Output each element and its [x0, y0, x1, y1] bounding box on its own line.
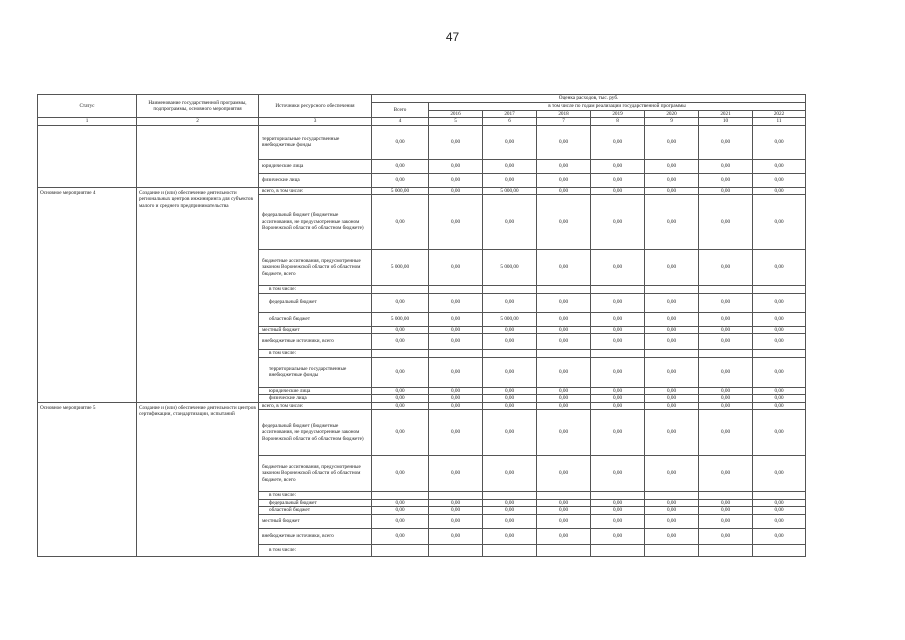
year-value: 0,00 — [483, 402, 537, 410]
total-value: 0,00 — [372, 499, 429, 507]
year-value: 0,00 — [699, 410, 753, 456]
year-value: 0,00 — [645, 528, 699, 544]
budget-table — [37, 94, 806, 557]
year-value: 0,00 — [645, 395, 699, 403]
funding-source: бюджетные ассигнования, предусмотренные законом Воронежской области об областном бюджете, всего — [259, 250, 372, 286]
status-cell — [38, 125, 137, 187]
year-value: 0,00 — [483, 125, 537, 159]
year-value: 0,00 — [429, 357, 483, 387]
year-value: 0,00 — [753, 195, 806, 250]
header-year: 2020 — [645, 110, 699, 118]
funding-source: внебюджетные источники, всего — [259, 528, 372, 544]
year-value: 0,00 — [591, 528, 645, 544]
total-value: 0,00 — [372, 528, 429, 544]
year-value: 0,00 — [591, 395, 645, 403]
column-numbers-row — [38, 118, 806, 126]
year-value: 0,00 — [699, 507, 753, 515]
year-value: 0,00 — [429, 125, 483, 159]
year-value: 0,00 — [429, 410, 483, 456]
year-value: 0,00 — [699, 159, 753, 173]
year-value: 0,00 — [483, 195, 537, 250]
header-row — [38, 95, 806, 103]
year-value: 0,00 — [429, 528, 483, 544]
total-value: 0,00 — [372, 173, 429, 187]
year-value: 0,00 — [753, 387, 806, 395]
year-value: 0,00 — [537, 195, 591, 250]
year-value: 0,00 — [537, 250, 591, 286]
year-value: 0,00 — [591, 125, 645, 159]
funding-source: физические лица — [259, 395, 372, 403]
year-value — [483, 492, 537, 500]
year-value: 0,00 — [483, 293, 537, 312]
year-value: 0,00 — [753, 187, 806, 195]
year-value: 0,00 — [483, 387, 537, 395]
year-value: 0,00 — [645, 293, 699, 312]
funding-source: территориальные государственные внебюджетные фонды — [259, 125, 372, 159]
year-value: 0,00 — [753, 528, 806, 544]
year-value: 0,00 — [699, 173, 753, 187]
year-value: 0,00 — [753, 395, 806, 403]
year-value: 0,00 — [537, 173, 591, 187]
funding-source: местный бюджет — [259, 514, 372, 528]
year-value: 0,00 — [429, 499, 483, 507]
funding-source: в том числе: — [259, 544, 372, 556]
year-value — [429, 350, 483, 358]
year-value — [753, 544, 806, 556]
col-number: 8 — [591, 118, 645, 126]
year-value: 0,00 — [591, 195, 645, 250]
year-value: 0,00 — [645, 159, 699, 173]
funding-source: всего, в том числе: — [259, 402, 372, 410]
year-value: 0,00 — [591, 334, 645, 350]
year-value — [645, 350, 699, 358]
total-value: 5 000,00 — [372, 187, 429, 195]
col-number: 6 — [483, 118, 537, 126]
year-value: 0,00 — [591, 514, 645, 528]
year-value — [753, 492, 806, 500]
funding-source: в том числе: — [259, 350, 372, 358]
year-value: 0,00 — [699, 334, 753, 350]
year-value: 0,00 — [429, 312, 483, 326]
funding-source: внебюджетные источники, всего — [259, 334, 372, 350]
total-value: 0,00 — [372, 387, 429, 395]
funding-source: федеральный бюджет (бюджетные ассигнования, не предусмотренные законом Воронежской области об областном бюджете) — [259, 195, 372, 250]
year-value: 0,00 — [699, 125, 753, 159]
header-year: 2022 — [753, 110, 806, 118]
year-value: 0,00 — [699, 528, 753, 544]
table-row — [38, 125, 806, 159]
year-value: 0,00 — [591, 173, 645, 187]
year-value: 0,00 — [753, 402, 806, 410]
year-value: 0,00 — [537, 125, 591, 159]
year-value: 0,00 — [645, 357, 699, 387]
year-value: 0,00 — [753, 456, 806, 492]
year-value: 0,00 — [537, 456, 591, 492]
year-value: 0,00 — [429, 456, 483, 492]
header-name: Наименование государственной программы, подпрограммы, основного мероприятия — [137, 95, 259, 118]
year-value: 0,00 — [645, 507, 699, 515]
col-number: 11 — [753, 118, 806, 126]
year-value: 0,00 — [645, 410, 699, 456]
total-value: 0,00 — [372, 125, 429, 159]
year-value: 0,00 — [753, 173, 806, 187]
year-value: 0,00 — [699, 187, 753, 195]
year-value: 0,00 — [537, 312, 591, 326]
year-value: 0,00 — [537, 293, 591, 312]
year-value: 0,00 — [753, 357, 806, 387]
total-value: 0,00 — [372, 334, 429, 350]
year-value: 0,00 — [429, 395, 483, 403]
year-value: 0,00 — [591, 293, 645, 312]
event-name: Создание и (или) обеспечение деятельности центров сертификации, стандартизации, испытаний — [137, 402, 259, 556]
funding-source: юридические лица — [259, 387, 372, 395]
year-value: 0,00 — [699, 395, 753, 403]
header-year: 2017 — [483, 110, 537, 118]
year-value — [429, 544, 483, 556]
year-value: 0,00 — [591, 402, 645, 410]
funding-source: бюджетные ассигнования, предусмотренные законом Воронежской области об областном бюджете, всего — [259, 456, 372, 492]
year-value: 0,00 — [483, 456, 537, 492]
year-value — [483, 350, 537, 358]
year-value — [537, 286, 591, 294]
year-value — [591, 492, 645, 500]
year-value: 0,00 — [753, 334, 806, 350]
year-value — [699, 492, 753, 500]
year-value: 0,00 — [537, 410, 591, 456]
year-value: 0,00 — [645, 125, 699, 159]
total-value — [372, 544, 429, 556]
year-value: 5 000,00 — [483, 187, 537, 195]
year-value — [699, 350, 753, 358]
year-value: 0,00 — [429, 187, 483, 195]
year-value: 0,00 — [483, 528, 537, 544]
year-value: 0,00 — [753, 293, 806, 312]
funding-source: юридические лица — [259, 159, 372, 173]
funding-source: всего, в том числе: — [259, 187, 372, 195]
year-value: 0,00 — [699, 195, 753, 250]
year-value: 0,00 — [699, 387, 753, 395]
year-value: 0,00 — [483, 514, 537, 528]
year-value: 0,00 — [591, 410, 645, 456]
total-value — [372, 286, 429, 294]
year-value — [753, 350, 806, 358]
total-value: 5 000,00 — [372, 312, 429, 326]
year-value — [483, 286, 537, 294]
year-value — [591, 286, 645, 294]
year-value: 0,00 — [645, 499, 699, 507]
header-year: 2021 — [699, 110, 753, 118]
header-estimate: Оценка расходов, тыс. руб. — [372, 95, 806, 103]
year-value: 0,00 — [753, 410, 806, 456]
funding-source: областной бюджет — [259, 312, 372, 326]
header-year: 2019 — [591, 110, 645, 118]
year-value — [537, 350, 591, 358]
year-value: 0,00 — [483, 159, 537, 173]
total-value: 0,00 — [372, 357, 429, 387]
year-value: 0,00 — [429, 326, 483, 334]
year-value: 0,00 — [537, 159, 591, 173]
year-value: 0,00 — [699, 312, 753, 326]
year-value: 0,00 — [483, 334, 537, 350]
funding-source: федеральный бюджет (бюджетные ассигнования, не предусмотренные законом Воронежской области об областном бюджете) — [259, 410, 372, 456]
year-value: 0,00 — [537, 326, 591, 334]
event-status: Основное мероприятие 4 — [38, 187, 137, 402]
col-number: 10 — [699, 118, 753, 126]
funding-source: местный бюджет — [259, 326, 372, 334]
col-number: 2 — [137, 118, 259, 126]
year-value — [591, 350, 645, 358]
total-value — [372, 492, 429, 500]
year-value: 0,00 — [591, 456, 645, 492]
year-value — [699, 544, 753, 556]
year-value: 0,00 — [537, 507, 591, 515]
year-value: 0,00 — [429, 387, 483, 395]
total-value: 0,00 — [372, 195, 429, 250]
year-value: 0,00 — [429, 195, 483, 250]
year-value: 0,00 — [699, 499, 753, 507]
year-value: 0,00 — [699, 250, 753, 286]
funding-source: физические лица — [259, 173, 372, 187]
header-status: Статус — [38, 95, 137, 118]
table-row — [38, 402, 806, 410]
year-value: 0,00 — [645, 402, 699, 410]
total-value: 0,00 — [372, 326, 429, 334]
year-value: 0,00 — [699, 326, 753, 334]
year-value: 0,00 — [483, 173, 537, 187]
total-value: 5 000,00 — [372, 250, 429, 286]
total-value: 0,00 — [372, 395, 429, 403]
year-value: 0,00 — [645, 514, 699, 528]
col-number: 1 — [38, 118, 137, 126]
year-value — [645, 286, 699, 294]
year-value — [753, 286, 806, 294]
year-value: 0,00 — [753, 125, 806, 159]
year-value: 0,00 — [591, 187, 645, 195]
year-value: 0,00 — [591, 507, 645, 515]
total-value: 0,00 — [372, 293, 429, 312]
header-by-years: в том числе по годам реализации государственной программы — [429, 103, 806, 111]
year-value: 0,00 — [699, 293, 753, 312]
year-value: 0,00 — [753, 326, 806, 334]
header-total: Всего — [372, 103, 429, 118]
year-value — [591, 544, 645, 556]
total-value: 0,00 — [372, 402, 429, 410]
col-number: 5 — [429, 118, 483, 126]
year-value: 0,00 — [483, 410, 537, 456]
year-value — [483, 544, 537, 556]
year-value: 0,00 — [429, 334, 483, 350]
year-value: 0,00 — [699, 514, 753, 528]
year-value: 0,00 — [645, 187, 699, 195]
total-value — [372, 350, 429, 358]
page-number: 47 — [445, 30, 460, 44]
year-value: 0,00 — [699, 402, 753, 410]
header-year: 2016 — [429, 110, 483, 118]
year-value: 0,00 — [645, 312, 699, 326]
year-value: 0,00 — [591, 250, 645, 286]
year-value: 0,00 — [429, 514, 483, 528]
event-name: Создание и (или) обеспечение деятельности региональных центров инжиниринга для субъектов малого и среднего предпринимательства — [137, 187, 259, 402]
year-value: 0,00 — [699, 357, 753, 387]
year-value: 5 000,00 — [483, 250, 537, 286]
year-value: 0,00 — [429, 173, 483, 187]
table-row — [38, 187, 806, 195]
year-value — [699, 286, 753, 294]
total-value: 0,00 — [372, 456, 429, 492]
year-value: 0,00 — [537, 499, 591, 507]
year-value — [429, 286, 483, 294]
year-value: 0,00 — [429, 402, 483, 410]
year-value: 0,00 — [483, 507, 537, 515]
year-value: 0,00 — [591, 159, 645, 173]
year-value — [429, 492, 483, 500]
funding-source: территориальные государственные внебюджетные фонды — [259, 357, 372, 387]
header-year: 2018 — [537, 110, 591, 118]
year-value: 0,00 — [591, 357, 645, 387]
total-value: 0,00 — [372, 410, 429, 456]
year-value: 0,00 — [537, 395, 591, 403]
year-value: 0,00 — [645, 456, 699, 492]
year-value: 0,00 — [753, 159, 806, 173]
year-value: 0,00 — [537, 402, 591, 410]
total-value: 0,00 — [372, 507, 429, 515]
year-value: 0,00 — [645, 326, 699, 334]
year-value: 0,00 — [429, 159, 483, 173]
year-value: 0,00 — [483, 395, 537, 403]
funding-source: в том числе: — [259, 286, 372, 294]
header-source: Источники ресурсного обеспечения — [259, 95, 372, 118]
year-value: 0,00 — [645, 173, 699, 187]
year-value: 0,00 — [483, 326, 537, 334]
year-value — [645, 544, 699, 556]
col-number: 9 — [645, 118, 699, 126]
year-value: 0,00 — [753, 312, 806, 326]
year-value: 0,00 — [753, 250, 806, 286]
year-value — [537, 544, 591, 556]
funding-source: в том числе: — [259, 492, 372, 500]
year-value: 5 000,00 — [483, 312, 537, 326]
year-value: 0,00 — [645, 387, 699, 395]
col-number: 3 — [259, 118, 372, 126]
year-value: 0,00 — [429, 507, 483, 515]
year-value: 0,00 — [429, 293, 483, 312]
year-value: 0,00 — [537, 514, 591, 528]
year-value: 0,00 — [537, 187, 591, 195]
year-value: 0,00 — [753, 514, 806, 528]
year-value: 0,00 — [537, 528, 591, 544]
col-number: 4 — [372, 118, 429, 126]
year-value: 0,00 — [753, 499, 806, 507]
year-value: 0,00 — [537, 334, 591, 350]
year-value — [537, 492, 591, 500]
year-value: 0,00 — [483, 357, 537, 387]
total-value: 0,00 — [372, 514, 429, 528]
event-status: Основное мероприятие 5 — [38, 402, 137, 556]
year-value: 0,00 — [483, 499, 537, 507]
year-value: 0,00 — [591, 499, 645, 507]
year-value: 0,00 — [591, 312, 645, 326]
total-value: 0,00 — [372, 159, 429, 173]
year-value: 0,00 — [645, 195, 699, 250]
funding-source: федеральный бюджет — [259, 293, 372, 312]
year-value: 0,00 — [537, 387, 591, 395]
budget-table-body — [38, 95, 806, 557]
col-number: 7 — [537, 118, 591, 126]
funding-source: федеральный бюджет — [259, 499, 372, 507]
funding-source: областной бюджет — [259, 507, 372, 515]
year-value: 0,00 — [591, 387, 645, 395]
year-value: 0,00 — [537, 357, 591, 387]
year-value: 0,00 — [699, 456, 753, 492]
year-value: 0,00 — [645, 250, 699, 286]
year-value: 0,00 — [753, 507, 806, 515]
year-value: 0,00 — [645, 334, 699, 350]
name-cell — [137, 125, 259, 187]
year-value — [645, 492, 699, 500]
year-value: 0,00 — [429, 250, 483, 286]
year-value: 0,00 — [591, 326, 645, 334]
